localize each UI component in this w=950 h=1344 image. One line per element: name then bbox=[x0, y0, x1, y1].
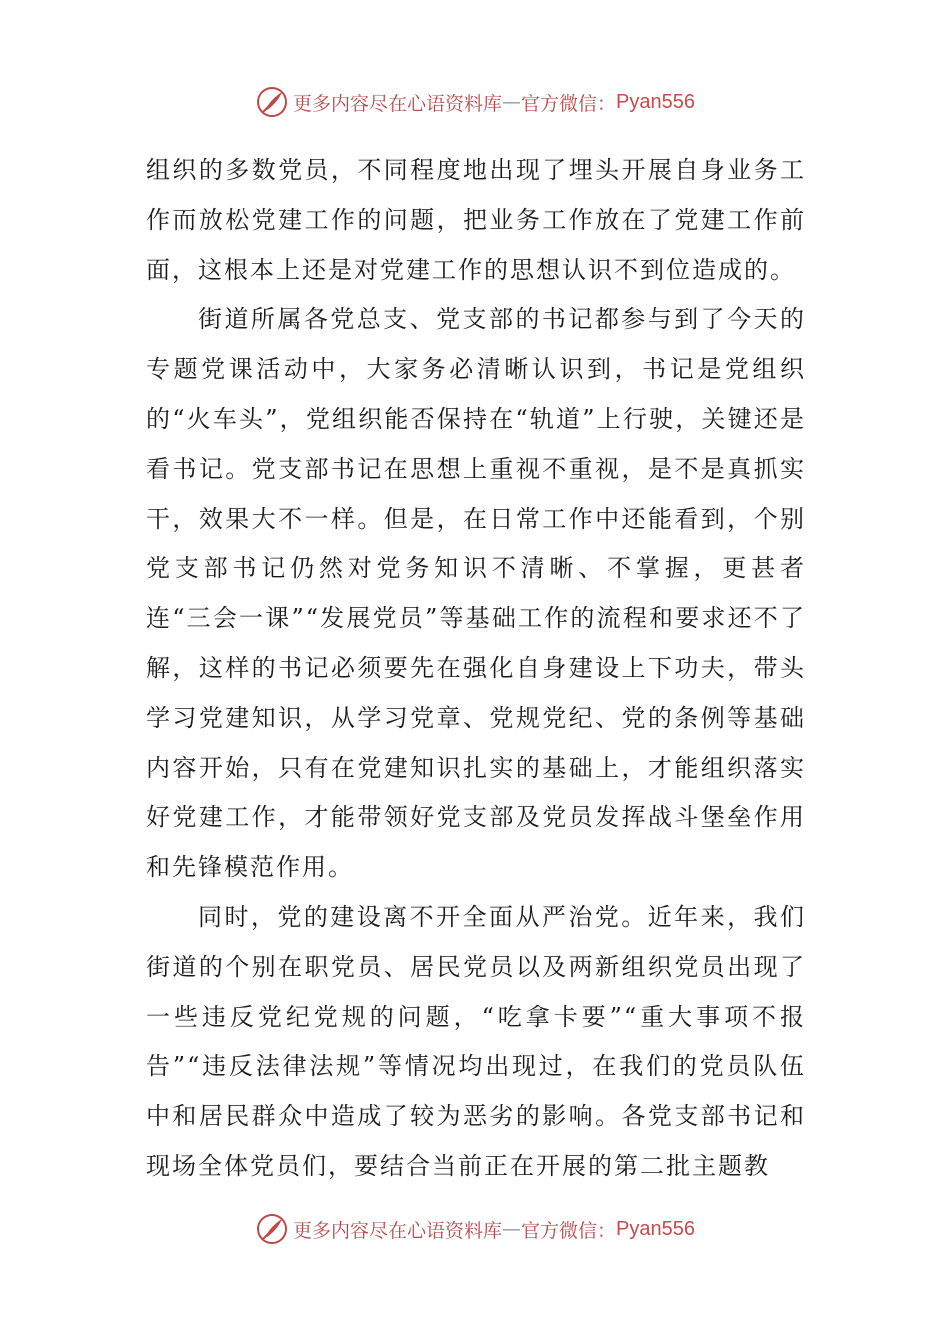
footer-separator: — bbox=[502, 1218, 522, 1240]
footer-wechat-label: 官方微信： bbox=[521, 1219, 617, 1242]
quill-logo-icon bbox=[255, 85, 289, 119]
header-banner bbox=[0, 82, 950, 122]
header-wechat-label: 官方微信： bbox=[521, 92, 617, 115]
document-body bbox=[146, 146, 806, 1192]
footer-banner bbox=[0, 1209, 950, 1249]
header-separator: — bbox=[502, 91, 522, 113]
quill-logo-icon bbox=[255, 1212, 289, 1246]
footer-slogan: 更多内容尽在心语资料库 bbox=[293, 1219, 503, 1242]
paragraph-3: 同时，党的建设离不开全面从严治党。近年来，我们街道的个别在职党员、居民党员以及两新组织党员出现了一些违反党纪党规的问题，“吃拿卡要”“重大事项不报告”“违反法律法规”等情况均出现过，在我们的党员队伍中和居民群众中造成了较为恶劣的影响。各党支部书记和现场全体党员们，要结合当前正在开展的第二批主题教 bbox=[146, 902, 806, 1180]
header-wechat-id: Pyan556 bbox=[616, 90, 695, 113]
paragraph-2: 街道所属各党总支、党支部的书记都参与到了今天的专题党课活动中，大家务必清晰认识到，书记是党组织的“火车头”，党组织能否保持在“轨道”上行驶，关键还是看书记。党支部书记在思想上重视不重视，是不是真抓实干，效果大不一样。但是，在日常工作中还能看到，个别党支部书记仍然对党务知识不清晰、不掌握，更甚者连“三会一课”“发展党员”等基础工作的流程和要求还不了解，这样的书记必须要先在强化自身建设上下功夫，带头学习党建知识，从学习党章、党规党纪、党的条例等基础内容开始，只有在党建知识扎实的基础上，才能组织落实好党建工作，才能带领好党支部及党员发挥战斗堡垒作用和先锋模范作用。 bbox=[146, 305, 806, 882]
footer-wechat-id: Pyan556 bbox=[616, 1217, 695, 1240]
header-slogan: 更多内容尽在心语资料库 bbox=[293, 92, 503, 115]
paragraph-1: 组织的多数党员，不同程度地出现了埋头开展自身业务工作而放松党建工作的问题，把业务工作放在了党建工作前面，这根本上还是对党建工作的思想认识不到位造成的。 bbox=[146, 156, 806, 284]
